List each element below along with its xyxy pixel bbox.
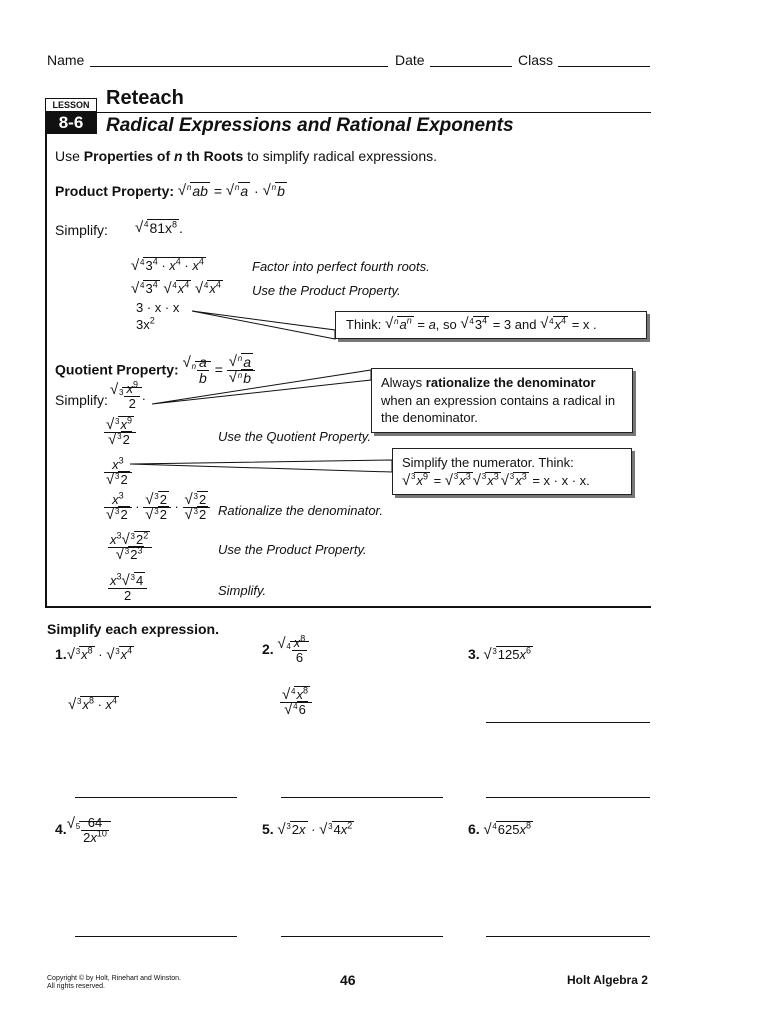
quotient-step-3: $x^3$ √ $^3$2 · √ $^3$2 √ $^3$2 · √ $^3$2 √ $^3$2 [104,493,210,523]
quotient-step-4: $x^3√$ $^32^2$ √ $^32^3$ [108,533,152,563]
exercise-6: 6. √ $^4625x^8$ [468,821,533,837]
exercise-5: 5. √ $^3$2x · √ $^34x^2$ [262,821,354,837]
product-step-4: $3x^2$ [136,315,155,332]
quotient-step-5: $\frac{x^3√ ^34}{2}$ [108,574,147,604]
think-callout: Think: √ $^na^n = a$, so √ $^43^4 = 3$ and √ $^4x^4 = x$ . [335,311,647,339]
quotient-property: Quotient Property: √ $^n$ $\frac{a}{b}$ = √ $^n$a √ $^n$b [55,355,255,387]
exercises-heading: Simplify each expression. [47,621,219,637]
answer-line-2[interactable] [281,797,443,798]
copyright: Copyright © by Holt, Rinehart and Winston. All rights reserved. [47,975,181,990]
answer-line-3[interactable] [486,797,650,798]
product-note-2: Use the Product Property. [252,283,401,298]
name-label: Name [47,52,85,68]
product-property: Product Property: √ $^n$ab = √ $^n$a · √ $^n$b [55,183,287,199]
exercise-2: 2. √ $^4$ $\frac{x^8}{6}$ [262,636,309,666]
product-expression: √ $^481x^8$ . [135,220,183,236]
lesson-badge-top: LESSON [45,98,97,112]
quotient-step-2: $x^3$ √ $^3$2 [104,458,132,488]
book-title: Holt Algebra 2 [567,973,648,987]
answer-line-1[interactable] [75,797,237,798]
exercise-3: 3. √ $^3125x^6$ [468,646,533,662]
quotient-note-1: Use the Quotient Property. [218,429,371,444]
answer-line-5[interactable] [281,936,443,937]
exercise-2-work: √ $^4x^8$ √ $^4$6 [280,688,312,718]
product-note-1: Factor into perfect fourth roots. [252,259,430,274]
product-simplify-label: Simplify: [55,222,108,238]
exercise-4: 4.√ $^5$ $\frac{64}{2x^{10}}$ [55,816,111,846]
reteach-label: Reteach [106,87,184,109]
exercise-1: 1.√ $^3x^8$ · √ $^3x^4$ [55,646,134,662]
product-step-2: √ $^43^4$ √ $^4x^4$ √ $^4x^4$ [131,281,223,296]
intro-text: Use Properties of n th Roots to simplify radical expressions. [55,148,438,164]
product-step-1: √ $^43^4 \cdot x^4 \cdot x^4$ [131,258,206,273]
quotient-simplify-label: Simplify: [55,392,108,408]
class-label: Class [518,52,554,68]
exercise-1-work: √ $^3x^8 \cdot x^4$ [68,697,119,712]
product-step-3: 3 · x · x [136,300,180,315]
quotient-note-4: Simplify. [218,583,267,598]
quotient-note-2: Rationalize the denominator. [218,503,384,518]
answer-line-3-upper[interactable] [486,722,650,723]
date-label: Date [395,52,425,68]
lesson-title: Radical Expressions and Rational Exponents [106,115,514,136]
numerator-callout: Simplify the numerator. Think: √ $^3x^9$ = √ $^3x^3√$ $^3x^3√$ $^3x^3 = x \cdot x \cdot x$. [392,448,632,495]
quotient-note-3: Use the Product Property. [218,542,367,557]
answer-line-6[interactable] [486,936,650,937]
rationalize-callout: Always rationalize the denominator when an expression contains a radical in the denominator. [371,368,633,433]
quotient-expression: √ $^3$ $\frac{x^9}{2}$ . [110,382,146,412]
page-number: 46 [340,972,356,988]
quotient-step-1: √ $^3x^9$ √ $^3$2 [104,418,136,448]
lesson-badge-number: 8-6 [45,112,97,134]
answer-line-4[interactable] [75,936,237,937]
